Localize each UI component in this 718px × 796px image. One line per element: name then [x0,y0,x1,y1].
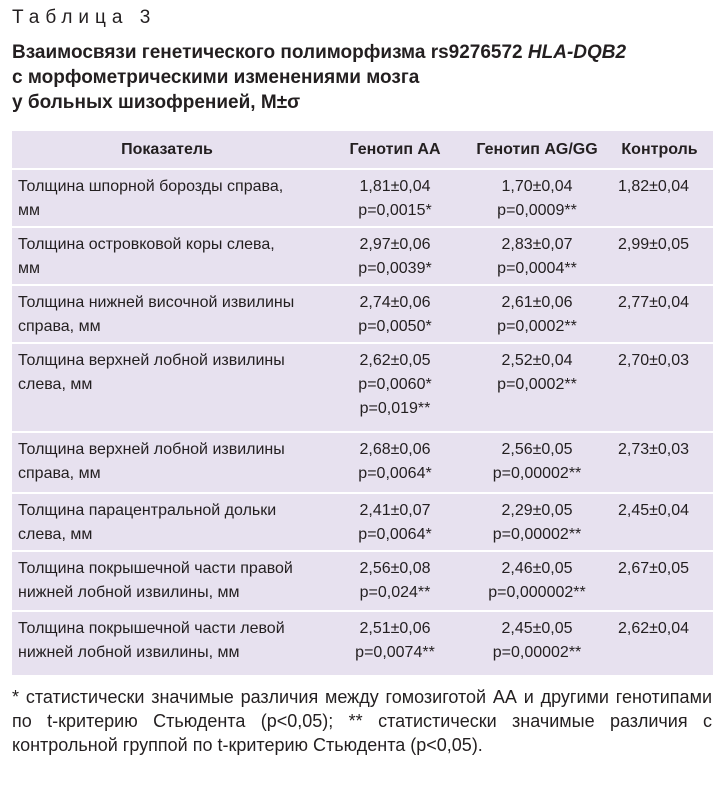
cell-control: 2,70±0,03 [606,343,713,432]
cell-control: 2,73±0,03 [606,432,713,493]
cell-control: 2,62±0,04 [606,611,713,671]
cell-control: 1,82±0,04 [606,169,713,227]
cell-genotype-aa: 1,81±0,04 p=0,0015* [322,169,468,227]
header-genotype-aa: Генотип AA [322,131,468,169]
table-row [12,611,713,671]
header-genotype-ag-gg: Генотип AG/GG [468,131,606,169]
table-row [12,227,713,285]
cell-indicator: Толщина покрышечной части левой нижней лобной извилины, мм [12,611,322,671]
cell-control: 2,77±0,04 [606,285,713,343]
cell-indicator: Толщина парацентральной дольки слева, мм [12,493,322,551]
table-caption [12,40,712,115]
cell-indicator: Толщина шпорной борозды справа, мм [12,169,322,227]
cell-control: 2,99±0,05 [606,227,713,285]
cell-indicator: Толщина нижней височной извилины справа, мм [12,285,322,343]
table-row [12,169,713,227]
data-table-container [12,131,713,675]
cell-genotype-ag-gg: 2,45±0,05 p=0,00002** [468,611,606,671]
cell-genotype-aa: 2,68±0,06 p=0,0064* [322,432,468,493]
cell-genotype-aa: 2,56±0,08 p=0,024** [322,551,468,611]
table-label: Таблица 3 [12,7,157,28]
cell-indicator: Толщина островковой коры слева, мм [12,227,322,285]
table-row [12,493,713,551]
table-header-row [12,131,713,169]
cell-genotype-aa: 2,41±0,07 p=0,0064* [322,493,468,551]
caption-line-1: Взаимосвязи генетического полиморфизма rs9276572 HLA-DQB2 [12,42,627,63]
cell-genotype-ag-gg: 1,70±0,04 p=0,0009** [468,169,606,227]
footnote: * статистически значимые различия между гомозиготой АА и другими генотипами по t-критерию Стьюдента (p<0,05); ** статистически значимые различия с контрольной группой по t-критерию Стьюдента (p<0,05). [12,687,712,755]
cell-genotype-ag-gg: 2,52±0,04 p=0,0002** [468,343,606,432]
cell-genotype-ag-gg: 2,29±0,05 p=0,00002** [468,493,606,551]
cell-indicator: Толщина верхней лобной извилины справа, мм [12,432,322,493]
header-indicator: Показатель [12,131,322,169]
table-row [12,432,713,493]
cell-genotype-aa: 2,74±0,06 p=0,0050* [322,285,468,343]
table-row [12,551,713,611]
cell-control: 2,67±0,05 [606,551,713,611]
cell-genotype-aa: 2,62±0,05 p=0,0060* p=0,019** [322,343,468,432]
header-control: Контроль [606,131,713,169]
caption-line-3: у больных шизофренией, M±σ [12,92,301,113]
cell-genotype-ag-gg: 2,46±0,05 p=0,000002** [468,551,606,611]
gene-name: HLA-DQB2 [527,42,627,63]
cell-genotype-aa: 2,97±0,06 p=0,0039* [322,227,468,285]
cell-genotype-ag-gg: 2,56±0,05 p=0,00002** [468,432,606,493]
cell-genotype-ag-gg: 2,83±0,07 p=0,0004** [468,227,606,285]
cell-indicator: Толщина верхней лобной извилины слева, мм [12,343,322,432]
caption-line-2: с морфометрическими изменениями мозга [12,67,420,88]
cell-control: 2,45±0,04 [606,493,713,551]
cell-indicator: Толщина покрышечной части правой нижней лобной извилины, мм [12,551,322,611]
table-row [12,343,713,432]
table-row [12,285,713,343]
cell-genotype-aa: 2,51±0,06 p=0,0074** [322,611,468,671]
cell-genotype-ag-gg: 2,61±0,06 p=0,0002** [468,285,606,343]
data-table [12,131,713,671]
